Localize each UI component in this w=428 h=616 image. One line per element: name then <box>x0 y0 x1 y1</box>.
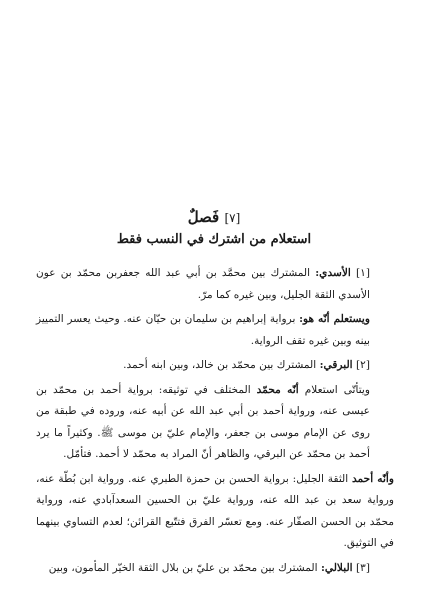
entry-text: المشترك بين محمّد بن عليّ بن بلال الثقة الخيّر المأمون، وبين <box>48 561 318 574</box>
entry-name: البلالي: <box>320 561 353 574</box>
paragraph-entry-2 <box>36 355 394 377</box>
entry-name: البرقي: <box>319 359 353 371</box>
entry-lead-prefix: ويتأتّى استعلام <box>304 383 370 396</box>
entry-text: المشترك بين محمَّد بن أبي عبد الله جعفربن محمّد بن عون الأسدي الثقة الجليل، وبين غيره كما مرّ. <box>36 267 370 301</box>
section-number: [٧] <box>224 211 241 225</box>
entry-number: [٢] <box>356 359 370 371</box>
entry-text: برواية إبراهيم بن سليمان بن حيّان عنه. وحيث يعسر التمييز بينه وبين غيره تقف الرواية. <box>36 313 370 347</box>
entry-number: [١] <box>356 267 370 279</box>
entry-lead: ويستعلم أنّه هو: <box>299 313 370 325</box>
section-title: فَصلٌ <box>187 208 220 226</box>
section-subtitle: استعلام من اشترك في النسب فقط <box>116 232 312 247</box>
paragraph-entry-1-note <box>36 309 394 352</box>
entry-number: [٣] <box>356 561 370 574</box>
entry-lead: وأنّه أحمد <box>352 472 394 485</box>
entry-lead: أنّه محمّد <box>256 383 299 396</box>
entry-name: الأسدي: <box>315 267 351 279</box>
paragraph-entry-2-ahmad <box>36 469 394 555</box>
paragraph-entry-1 <box>36 263 394 306</box>
entry-text: المشترك بين محمّد بن خالد، وبين ابنه أحمد. <box>123 359 317 371</box>
section-heading <box>0 206 428 229</box>
paragraph-entry-2-muhammad <box>36 380 394 466</box>
entry-text: الثقة الجليل: برواية الحسن بن حمزة الطبري عنه. ورواية ابن بُطّة عنه، ورواية سعد بن عبد الله عنه، ورواية عليّ بن الحسين السعدآبادي عنه، ورواية محمّد بن الحسن الصفّار عنه. ومع تعسّر الفرق فتتّبع القرائن؛ لعدم التساوي بينهما في التوثيق. <box>36 472 394 549</box>
paragraph-entry-3 <box>36 558 394 580</box>
body-text <box>36 263 394 579</box>
entry-text: المختلف في توثيقه: برواية أحمد بن محمّد بن عيسى عنه، ورواية أحمد بن أبي عبد الله عن أبيه عنه، وروده في طبقة من روى عن الإمام موسى بن جعفر، والإمام عليّ بن موسى ﷺ. وكثيراً ما يرد أحمد بن محمّد عن البرقي، والظاهر أنّ المراد به محمّد لا أحمد. فتأمّل. <box>36 383 370 460</box>
